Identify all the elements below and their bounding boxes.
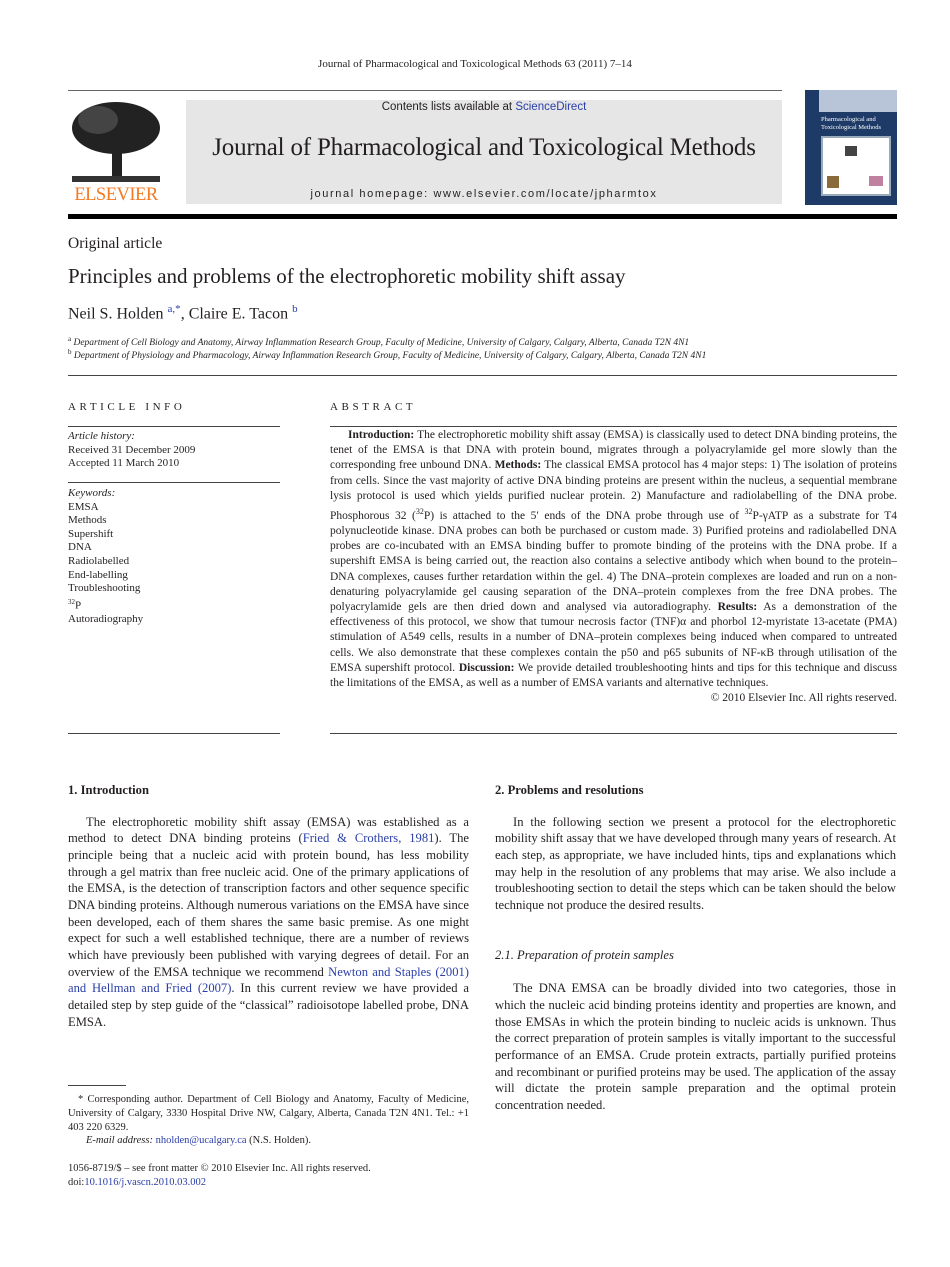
journal-homepage[interactable]: journal homepage: www.elsevier.com/locate/jpharmtox [310, 188, 658, 200]
text: . In this current review we have provided a detailed step by step guide of the “classical” radioisotope labelled probe, DNA EMSA. [68, 981, 469, 1029]
journal-cover [805, 90, 897, 205]
divider [68, 426, 280, 427]
paragraph: The DNA EMSA can be broadly divided into two categories, those in which the nucleic acid binding proteins identity and properties are known, and those EMSAs in which the protein binding to nucleic acids is unknown. Thus the correct preparation of protein samples is vitally important to the successful performance of an EMSA. Crude protein extracts, partially purified proteins and recombinant or purified proteins may be used. The application of the assay will dictate the protein sample preparation and the optimal protein concentration needed. [495, 981, 896, 1112]
affiliation [68, 348, 706, 361]
affiliation-text: Department of Physiology and Pharmacology, Airway Inflammation Research Group, Faculty of Medicine, University of Calgary, Calgary, Alberta, Canada T2N 4N1 [73, 351, 707, 362]
footnote-rule [68, 1085, 126, 1086]
copyright: © 2010 Elsevier Inc. All rights reserved. [710, 692, 897, 705]
text: P-γATP as a substrate for T4 polynucleotide kinase. DNA probes can both be purchased or custom made. 3) Purified proteins and radiolabelled DNA probes are co-incubated with an EMSA binding buffer to promote binding of the proteins with the DNA probe. If a supershift EMSA is being carried out, the reaction also contains a selective antibody which when bound to the protein–DNA complexes, causes further retardation within the gel. 4) The DNA–protein complexes are loaded and run on a non-denaturing polyacrylamide gel causing separation of the DNA–protein complexes from the free DNA probes. The polyacrylamide gels are then dried down and analysed via autoradiography. [330, 509, 897, 614]
journal-banner [186, 100, 782, 204]
divider [68, 482, 280, 483]
author-name: Neil S. Holden [68, 305, 168, 323]
keyword: Methods [68, 514, 107, 527]
keyword: Supershift [68, 527, 114, 540]
running-head: Journal of Pharmacological and Toxicological Methods 63 (2011) 7–14 [318, 58, 632, 70]
received-date: Received 31 December 2009 [68, 443, 196, 456]
history-label: Article history: [68, 430, 135, 442]
accepted-date: Accepted 11 March 2010 [68, 457, 180, 470]
author-name: , Claire E. Tacon [180, 305, 293, 323]
divider [68, 733, 280, 734]
footnote-text: * Corresponding author. Department of Cell Biology and Anatomy, Faculty of Medicine, University of Calgary, 3330 Hospital Drive NW, Calgary, Alberta, Canada T2N 4N1. Tel.: +1 403 220 6329. [68, 1094, 469, 1133]
abstract-label: Methods: [494, 459, 542, 472]
text: As a demonstration of the effectiveness of this protocol, we show that tumour necrosis factor (TNF)α and phorbol 12-myristate 13-acetate (PMA) stimulation of A549 cells, results in a number of DNA–protein complexes being induced when compared to untreated cells. We also demonstrate that these complexes contain the p50 and p65 subunits of NF-κB through utilisation of the EMSA supershift protocol. [330, 601, 897, 674]
text: The electrophoretic mobility shift assay (EMSA) was established as a method to detect DNA binding proteins ( [68, 814, 469, 846]
elsevier-logo [68, 100, 164, 206]
text: The classical EMSA protocol has 4 major steps: 1) The isolation of proteins from cells. Since the vast majority of active DNA binding proteins are present within the nucleus, a sequential membrane lysis protocol is used which yields purified nuclear protein. 2) Manufacture and radiolabelling of the DNA probe. Phosphorous 32 ( [330, 459, 897, 522]
abstract-label: Discussion: [458, 661, 515, 674]
citation-link[interactable]: Fried & Crothers, 1981 [302, 831, 435, 846]
email-suffix: (N.S. Holden). [246, 1135, 311, 1147]
header-rule [68, 214, 897, 219]
superscript: 32 [415, 507, 424, 517]
email-link[interactable]: nholden@ucalgary.ca [155, 1135, 247, 1147]
cover-title: Pharmacological and Toxicological Methods [821, 116, 882, 131]
issn: 1056-8719/$ – see front matter © 2010 Elsevier Inc. All rights reserved. [68, 1163, 371, 1174]
article-title: Principles and problems of the electrophoretic mobility shift assay [68, 264, 626, 288]
keyword: Radiolabelled [68, 554, 130, 567]
subsection-heading: 2.1. Preparation of protein samples [495, 947, 674, 962]
contents-label: Contents lists available at [381, 101, 516, 113]
author-affiliation-link[interactable]: a,* [167, 303, 181, 315]
affiliation-marker: a [68, 335, 72, 343]
divider [330, 733, 897, 734]
divider [68, 90, 782, 91]
contents-line [186, 101, 782, 113]
paragraph: In the following section we present a protocol for the electrophoretic mobility shift assay that we have developed through many years of research. At each step, as appropriate, we have included hints, tips and explanations which may help in the resolution of any problems that may arise. We also include a troubleshooting section to detail the steps which can be taken should the below technique not produce the desired results. [495, 814, 896, 912]
keyword: Autoradiography [68, 613, 144, 625]
email-label: E-mail address: [86, 1135, 156, 1147]
problems-section [495, 782, 896, 1114]
text: The electrophoretic mobility shift assay (EMSA) is classically used to detect DNA binding proteins, the tenet of the EMSA is that DNA with protein bound, migrates through a polyacrylamide gel more slowly than the corresponding free unbound DNA. [330, 429, 897, 472]
abstract-heading: ABSTRACT [330, 401, 417, 413]
text: P) is attached to the 5′ ends of the DNA probe through use of [423, 509, 745, 522]
keyword: DNA [68, 541, 92, 554]
divider [330, 426, 897, 427]
keyword: EMSA [68, 500, 99, 513]
introduction-section [68, 782, 469, 1030]
keyword: Troubleshooting [68, 582, 141, 595]
section-heading: 2. Problems and resolutions [495, 783, 644, 797]
affiliation [68, 335, 689, 348]
abstract-body [330, 428, 897, 706]
superscript: 32 [744, 507, 753, 517]
tree-icon [68, 100, 164, 184]
text: ). The principle being that a nucleic acid with protein bound, has less mobility through a gel matrix than free nucleic acid. One of the primary applications of the EMSA, is the detection of transcription factors and other sequence specific DNA binding proteins. Although numerous variations on the EMSA have since been developed, each of them shares the same basic premise. As one might expect for such a well established technique, there are a number of reviews which have previously been published with varying degrees of detail. For an overview of the EMSA technique we recommend [68, 831, 469, 979]
citation-link[interactable]: Newton and Staples (2001) and Hellman and Fried (2007) [68, 964, 469, 996]
text: We provide detailed troubleshooting hints and tips for this technique and discuss the limitations of the EMSA, as well as a number of EMSA variants and alternative techniques. [330, 661, 897, 690]
doi-label: doi: [68, 1177, 85, 1188]
keyword: End-labelling [68, 568, 128, 581]
article-info-heading: ARTICLE INFO [68, 401, 186, 413]
publisher-name: ELSEVIER [74, 185, 158, 205]
affiliation-text: Department of Cell Biology and Anatomy, Airway Inflammation Research Group, Faculty of Medicine, University of Calgary, Calgary, Alberta, Canada T2N 4N1 [73, 338, 690, 349]
front-matter [68, 1162, 371, 1190]
abstract-text [330, 428, 897, 691]
abstract-label: Introduction: [348, 429, 415, 441]
doi-link[interactable]: 10.1016/j.vascn.2010.03.002 [84, 1177, 206, 1188]
article-history [68, 430, 280, 471]
section-heading: 1. Introduction [68, 783, 149, 797]
footnote [68, 1093, 469, 1148]
author-affiliation-link[interactable]: b [292, 303, 298, 315]
abstract-label: Results: [717, 601, 758, 614]
affiliation-marker: b [68, 348, 72, 356]
article-type: Original article [68, 235, 163, 252]
authors [68, 303, 298, 323]
keyword-text: P [75, 599, 82, 612]
divider [68, 375, 897, 376]
keyword [68, 596, 280, 613]
paragraph [68, 814, 469, 1031]
keywords [68, 487, 280, 627]
sciencedirect-link[interactable]: ScienceDirect [515, 101, 587, 113]
keyword-sup: 32 [68, 597, 75, 606]
journal-title: Journal of Pharmacological and Toxicological Methods [212, 134, 756, 161]
keywords-label: Keywords: [68, 487, 116, 499]
